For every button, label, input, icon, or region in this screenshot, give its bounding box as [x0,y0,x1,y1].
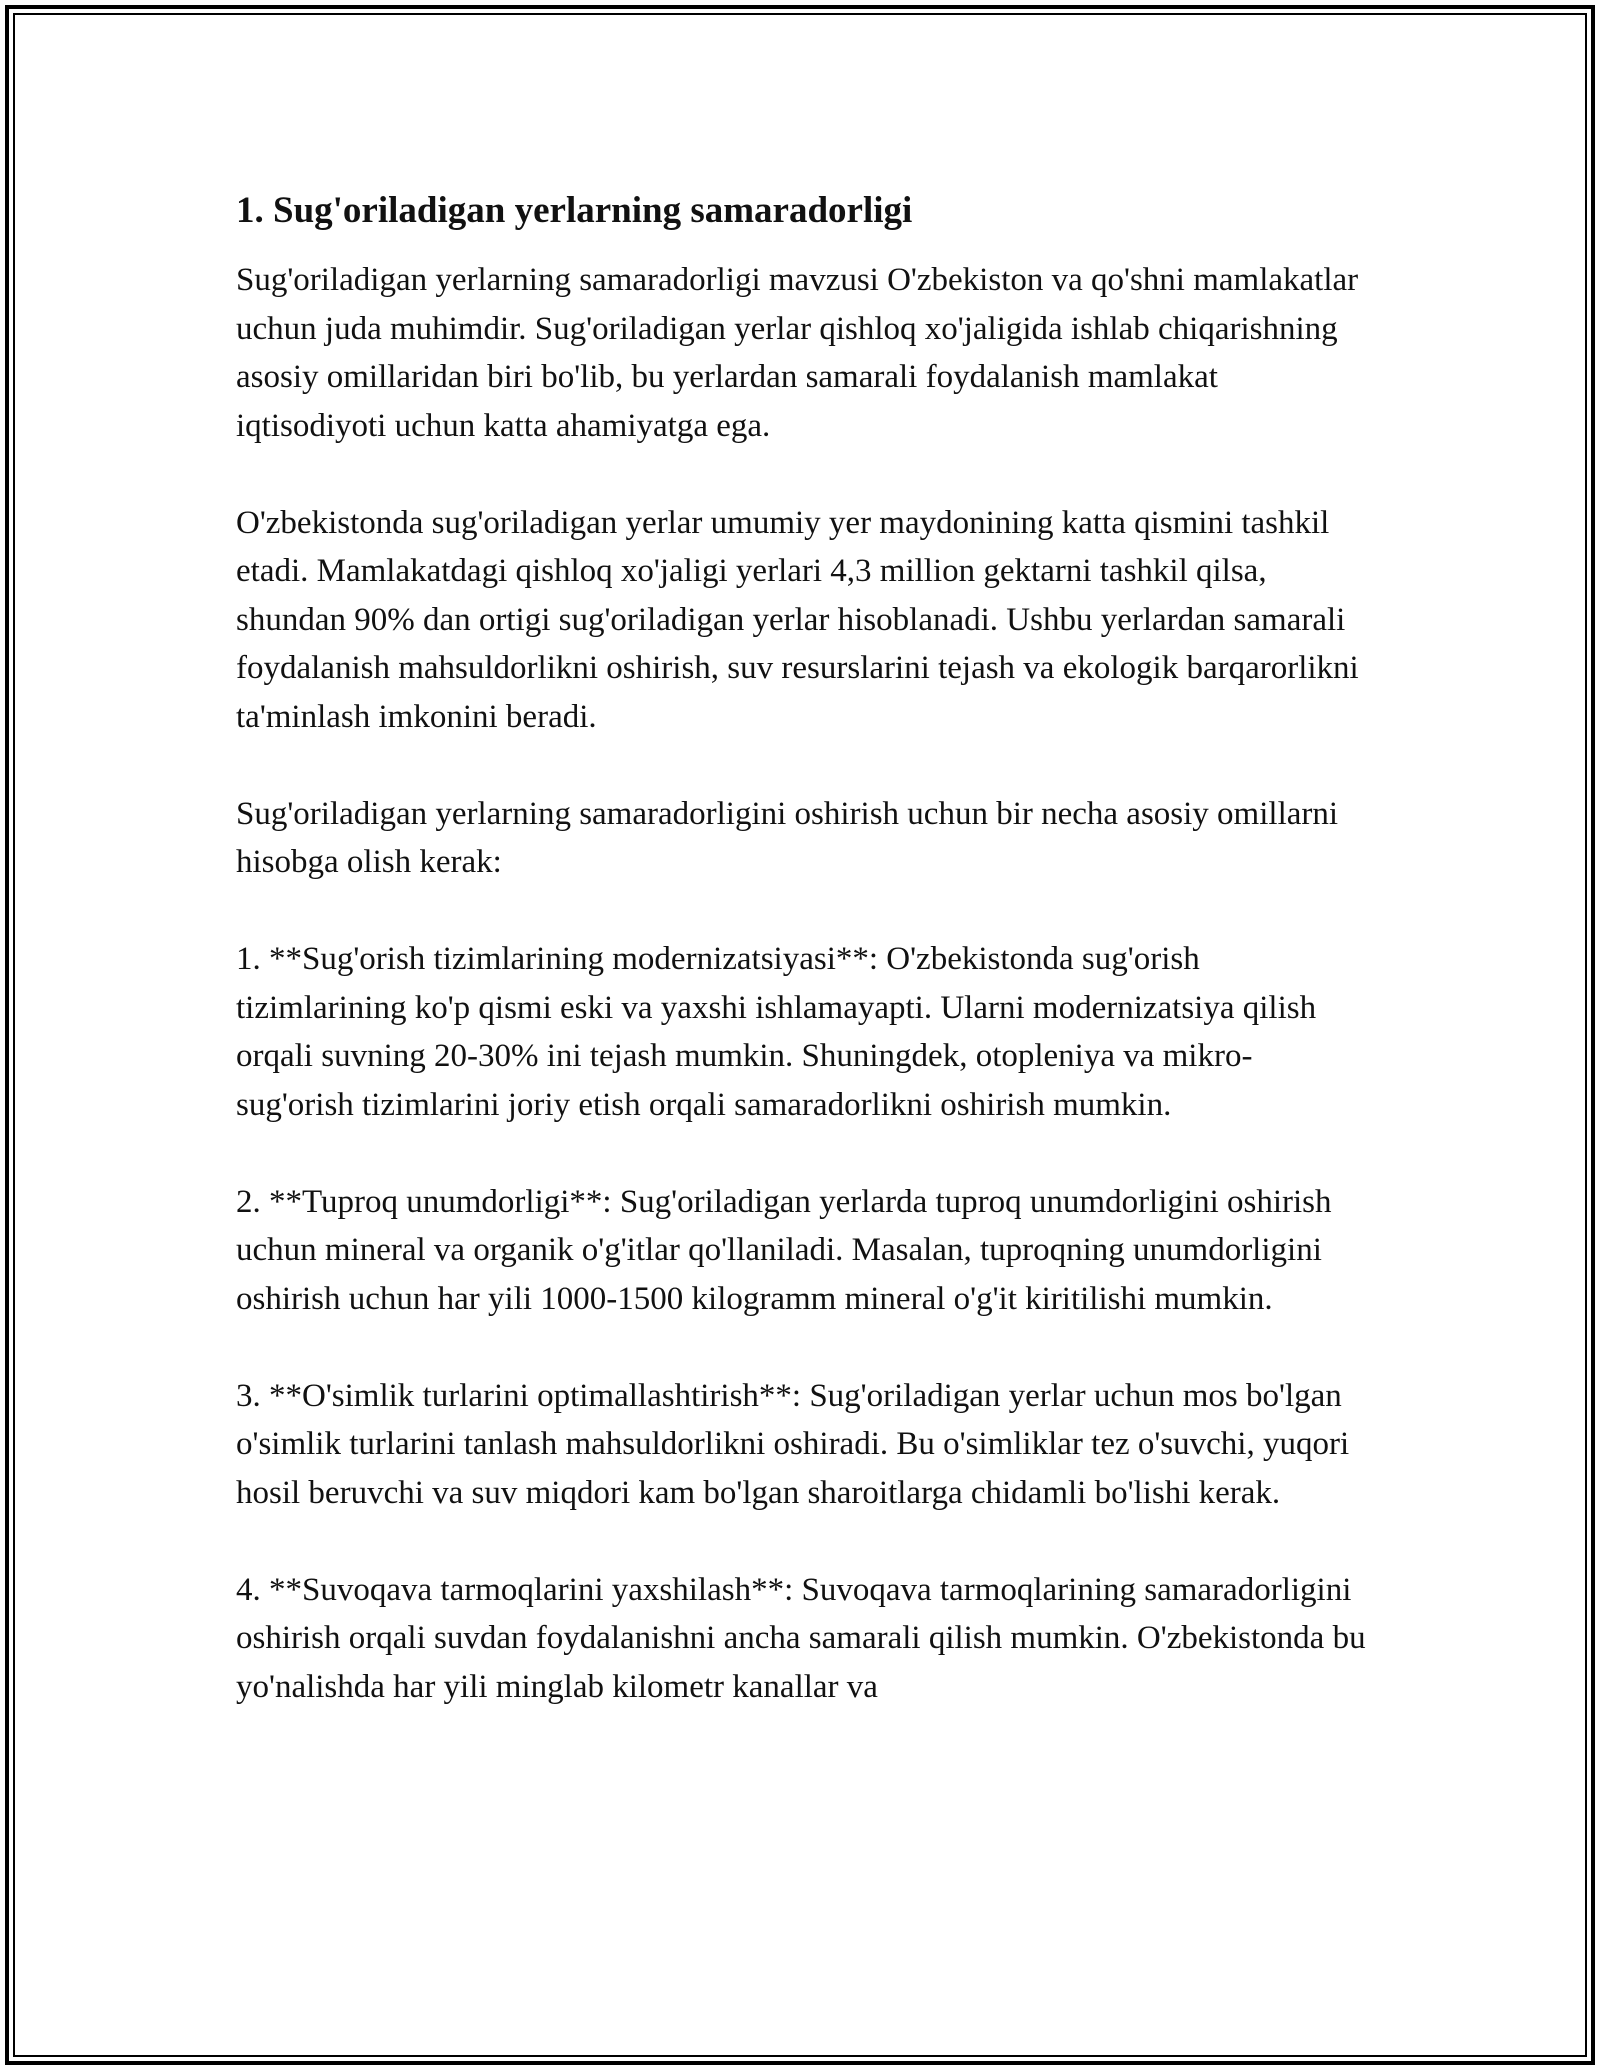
paragraph-factors-lead: Sug'oriladigan yerlarning samaradorligini oshirish uchun bir necha asosiy omillarni hisobga olish kerak: [236,795,1339,880]
paragraph-intro: Sug'oriladigan yerlarning samaradorligi mavzusi O'zbekiston va qo'shni mamlakatlar uchun juda muhimdir. Sug'oriladigan yerlar qishloq xo'jaligida ishlab chiqarishning asosiy omillaridan biri bo'lib, bu yerlardan samarali foydalanish mamlakat iqtisodiyoti uchun katta ahamiyatga ega. [236,262,1359,444]
list-item-plant-optimization: 3. **O'simlik turlarini optimallashtirish**: Sug'oriladigan yerlar uchun mos bo'lgan o'simlik turlarini tanlash mahsuldorlikni oshiradi. Bu o'simliklar tez o'suvchi, yuqori hosil beruvchi va suv miqdori kam bo'lgan sharoitlarga chidamli bo'lishi kerak. [236,1377,1350,1511]
section-heading: 1. Sug'oriladigan yerlarning samaradorligi [236,190,913,231]
list-item-soil-fertility: 2. **Tuproq unumdorligi**: Sug'oriladigan yerlarda tuproq unumdorligini oshirish uchun mineral va organik o'g'itlar qo'llaniladi. Masalan, tuproqning unumdorligini oshirish uchun har yili 1000-1500 kilogramm mineral o'g'it kiritilishi mumkin. [236,1183,1332,1317]
document-body [236,186,1366,1760]
list-item-water-network: 4. **Suvoqava tarmoqlarini yaxshilash**: Suvoqava tarmoqlarining samaradorligini oshirish orqali suvdan foydalanishni ancha samarali qilish mumkin. O'zbekistonda bu yo'nalishda har yili minglab kilometr kanallar va [236,1571,1366,1705]
paragraph-land-statistics: O'zbekistonda sug'oriladigan yerlar umumiy yer maydonining katta qismini tashkil etadi. Mamlakatdagi qishloq xo'jaligi yerlari 4,3 million gektarni tashkil qilsa, shundan 90% dan ortigi sug'oriladigan yerlar hisoblanadi. Ushbu yerlardan samarali foydalanish mahsuldorlikni oshirish, suv resurslarini tejash va ekologik barqarorlikni ta'minlash imkonini beradi. [236,504,1359,735]
list-item-irrigation-modernization: 1. **Sug'orish tizimlarining modernizatsiyasi**: O'zbekistonda sug'orish tizimlarining ko'p qismi eski va yaxshi ishlamayapti. Ularni modernizatsiya qilish orqali suvning 20-30% ini tejash mumkin. Shuningdek, otopleniya va mikro-sug'orish tizimlarini joriy etish orqali samaradorlikni oshirish mumkin. [236,941,1317,1123]
